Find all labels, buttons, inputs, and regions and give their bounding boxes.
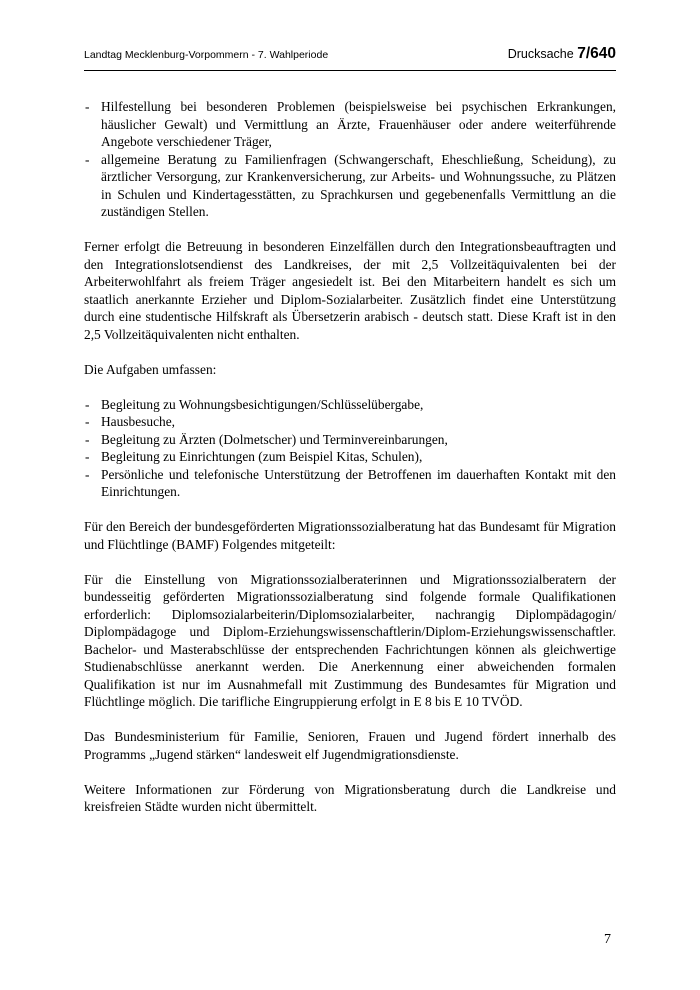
list-item: - allgemeine Beratung zu Familienfragen (Schwangerschaft, Eheschließung, Scheidung), zu ärztlicher Versorgung, zur Krankenversicherung, zur Arbeits- und Wohnungssuche, zu Plätzen in Schulen und Kindertagesstätten, zu Sprachkursen und gegebenenfalls Vermittlung an die zuständigen Stellen. [84, 151, 616, 221]
page-header [84, 40, 616, 71]
tasks-list [84, 396, 616, 501]
paragraph-further-info: Weitere Informationen zur Förderung von Migrationsberatung durch die Landkreise und kreisfreien Städte wurden nicht übermittelt. [84, 781, 616, 814]
paragraph-bamf-intro: Für den Bereich der bundesgeförderten Migrationssozialberatung hat das Bundesamt für Migration und Flüchtlinge (BAMF) Folgendes mitgeteilt: [84, 519, 616, 552]
paragraph-qualifications: Für die Einstellung von Migrationssozialberaterinnen und Migrationssozialberatern der bundesseitig geförderten Migrationssozialberatung sind folgende formale Qualifikationen erforderlich: Diplomsozialarbeiterin/Diplomsozialarbeiter, nachrangig Diplompädagogin/ Diplompädagoge und Diplom-Erziehungswissenschaftlerin/Diplom-Erziehungswissenschaftler. Bachelor- und Masterabschlüsse der entsprechenden Fachrichtungen können als gleichwertige Studienabschlüsse anerkannt werden. Die Anerkennung einer abweichenden formalen Qualifikation ist nur im Ausnahmefall mit Zustimmung des Bundesamtes für Migration und Flüchtlinge möglich. Die tarifliche Eingruppierung erfolgt in E 8 bis E 10 TVÖD. [84, 571, 616, 709]
list-item: - Begleitung zu Wohnungsbesichtigungen/Schlüsselübergabe, [84, 396, 616, 414]
list-item: - Hausbesuche, [84, 413, 616, 431]
document-body [84, 98, 616, 816]
support-list [84, 98, 616, 221]
header-drucksache-number: 7/640 [577, 45, 616, 62]
page-number: 7 [604, 932, 611, 947]
list-item: - Hilfestellung bei besonderen Problemen (beispielsweise bei psychischen Erkrankungen, häuslicher Gewalt) und Vermittlung an Ärzte, Frauenhäuser oder andere weiterführende Angebote verschiedener Träger, [84, 98, 616, 151]
paragraph-ministry: Das Bundesministerium für Familie, Senioren, Frauen und Jugend fördert innerhalb des Programms „Jugend stärken“ landesweit elf Jugendmigrationsdienste. [84, 729, 616, 762]
list-item: - Begleitung zu Einrichtungen (zum Beispiel Kitas, Schulen), [84, 448, 616, 466]
header-parliament-title: Landtag Mecklenburg-Vorpommern - 7. Wahlperiode [84, 49, 329, 61]
paragraph-tasks-intro: Die Aufgaben umfassen: [84, 361, 217, 377]
paragraph-integration-services: Ferner erfolgt die Betreuung in besonderen Einzelfällen durch den Integrationsbeauftragten und den Integrationslotsendienst des Landkreises, der mit 2,5 Vollzeitäquivalenten bei der Arbeiterwohlfahrt als freiem Träger angesiedelt ist. Bei den Mitarbeitern handelt es sich um staatlich anerkannte Erzieher und Diplom-Sozialarbeiter. Zusätzlich findet eine Unterstützung durch eine studentische Hilfskraft als Übersetzerin arabisch - deutsch statt. Diese Kraft ist in den 2,5 Vollzeitäquivalenten nicht enthalten. [84, 239, 616, 342]
list-item: - Persönliche und telefonische Unterstützung der Betroffenen im dauerhaften Kontakt mit den Einrichtungen. [84, 466, 616, 501]
list-item: - Begleitung zu Ärzten (Dolmetscher) und Terminvereinbarungen, [84, 431, 616, 449]
header-document-reference [508, 45, 616, 63]
header-drucksache-label: Drucksache [507, 47, 574, 61]
